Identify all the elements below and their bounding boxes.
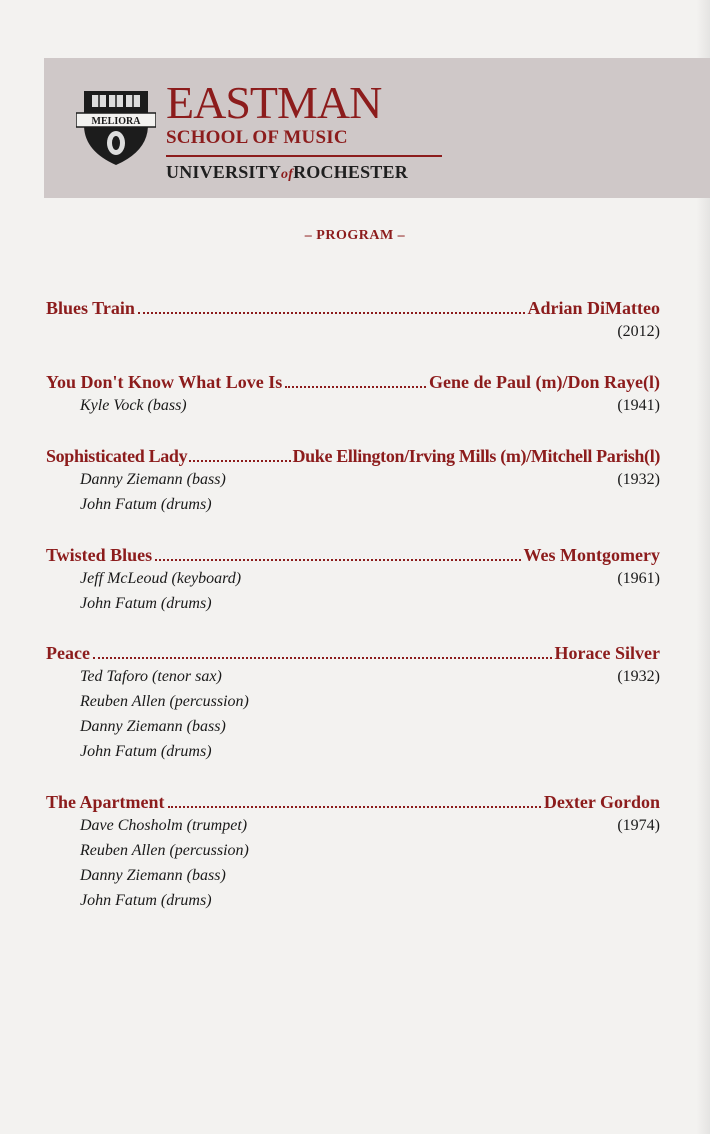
performer: John Fatum (drums) — [80, 743, 212, 760]
leader-dots — [189, 460, 290, 462]
piece-title: Peace — [46, 643, 90, 663]
performer: Reuben Allen (percussion) — [80, 693, 249, 710]
piece-title: You Don't Know What Love Is — [46, 372, 283, 392]
performer: Reuben Allen (percussion) — [80, 842, 249, 859]
school-wordmark — [166, 77, 442, 183]
piece-composer: Wes Montgomery — [523, 545, 660, 565]
piece-composer: Adrian DiMatteo — [527, 298, 660, 318]
university-post: ROCHESTER — [293, 162, 408, 182]
piece-year: (1932) — [617, 471, 660, 488]
piece-title: Blues Train — [46, 298, 135, 318]
performer: John Fatum (drums) — [80, 496, 212, 513]
piece-composer: Horace Silver — [554, 643, 660, 663]
eastman-title: EASTMAN — [166, 77, 382, 128]
leader-dots — [168, 806, 541, 808]
leader-dots — [93, 657, 552, 659]
piece-composer: Gene de Paul (m)/Don Raye(l) — [429, 372, 660, 392]
performer: Danny Ziemann (bass) — [80, 471, 226, 488]
performer: Danny Ziemann (bass) — [80, 867, 226, 884]
program-item — [46, 371, 660, 418]
university-of: of — [281, 167, 294, 182]
performer: John Fatum (drums) — [80, 892, 212, 909]
piece-year: (1941) — [617, 397, 660, 414]
performer: Dave Chosholm (trumpet) — [80, 817, 248, 834]
piece-title: The Apartment — [46, 792, 165, 812]
piece-title: Twisted Blues — [46, 545, 153, 565]
university-pre: UNIVERSITY — [166, 162, 282, 182]
performer: John Fatum (drums) — [80, 595, 212, 612]
wordmark-rule — [166, 155, 442, 157]
piece-year: (2012) — [617, 323, 660, 340]
piece-year: (1961) — [617, 570, 660, 587]
program-item — [46, 791, 660, 913]
program-item — [46, 445, 660, 517]
piece-year: (1974) — [617, 817, 660, 834]
performer: Kyle Vock (bass) — [80, 397, 187, 414]
performer: Ted Taforo (tenor sax) — [80, 668, 222, 685]
university-label — [166, 162, 442, 183]
school-of-music-label: SCHOOL OF MUSIC — [166, 127, 348, 148]
program-heading: – PROGRAM – — [304, 228, 406, 243]
shield-crest-icon — [76, 87, 156, 167]
program-item — [46, 642, 660, 764]
leader-dots — [285, 386, 426, 388]
leader-dots — [155, 559, 520, 561]
performer: Jeff McLeoud (keyboard) — [80, 570, 242, 587]
piece-year: (1932) — [617, 668, 660, 685]
crest-motto: MELIORA — [91, 116, 141, 127]
piece-composer: Duke Ellington/Irving Mills (m)/Mitchell Parish(l) — [292, 446, 660, 466]
program-item — [46, 297, 660, 344]
piece-composer: Dexter Gordon — [543, 792, 660, 812]
performer: Danny Ziemann (bass) — [80, 718, 226, 735]
program-item — [46, 544, 660, 616]
piece-title: Sophisticated Lady — [46, 446, 188, 466]
leader-dots — [138, 312, 525, 314]
